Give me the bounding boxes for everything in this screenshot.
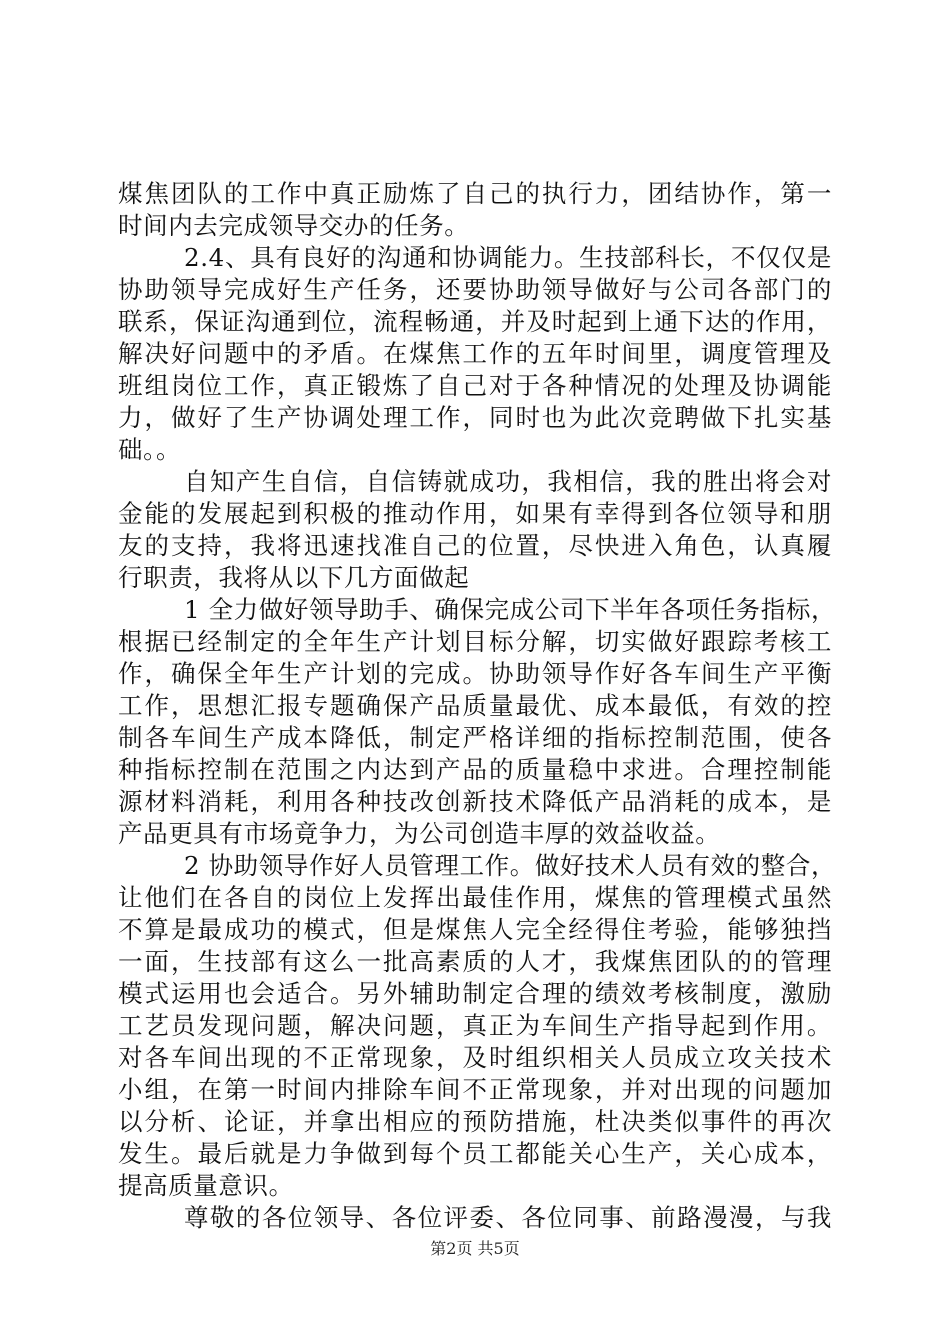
paragraph-line: 2 协助领导作好人员管理工作。做好技术人员有效的整合， (184, 851, 837, 880)
paragraph-line: 尊敬的各位领导、各位评委、各位同事、前路漫漫，与我 (184, 1203, 832, 1232)
paragraph-line: 友的支持，我将迅速找准自己的位置，尽快进入角色，认真履 (118, 531, 832, 560)
paragraph-line: 联系，保证沟通到位，流程畅通，并及时起到上通下达的作用， (118, 307, 832, 336)
paragraph-line: 根据已经制定的全年生产计划目标分解，切实做好跟踪考核工 (118, 627, 832, 656)
paragraph-line: 金能的发展起到积极的推动作用，如果有幸得到各位领导和朋 (118, 499, 832, 528)
paragraph-line: 提高质量意识。 (118, 1171, 294, 1200)
paragraph-line: 作，确保全年生产计划的完成。协助领导作好各车间生产平衡 (118, 659, 832, 688)
paragraph-line: 让他们在各自的岗位上发挥出最佳作用，煤焦的管理模式虽然 (118, 883, 832, 912)
paragraph-line: 不算是最成功的模式，但是煤焦人完全经得住考验，能够独挡 (118, 915, 832, 944)
paragraph-line: 工作，思想汇报专题确保产品质量最优、成本最低，有效的控 (118, 691, 832, 720)
paragraph-line: 一面，生技部有这么一批高素质的人才，我煤焦团队的的管理 (118, 947, 832, 976)
paragraph-line: 时间内去完成领导交办的任务。 (118, 211, 470, 240)
paragraph-line: 煤焦团队的工作中真正励炼了自己的执行力，团结协作，第一 (118, 179, 832, 208)
paragraph-line: 小组，在第一时间内排除车间不正常现象，并对出现的问题加 (118, 1075, 832, 1104)
paragraph-line: 力，做好了生产协调处理工作，同时也为此次竞聘做下扎实基 (118, 403, 832, 432)
document-body (118, 178, 837, 1234)
paragraph-line: 种指标控制在范围之内达到产品的质量稳中求进。合理控制能 (118, 755, 832, 784)
page-number-footer: 第2页 共5页 (430, 1239, 520, 1258)
paragraph-line: 协助领导完成好生产任务，还要协助领导做好与公司各部门的 (118, 275, 832, 304)
paragraph-line: 发生。最后就是力争做到每个员工都能关心生产，关心成本， (118, 1139, 832, 1168)
paragraph-line: 模式运用也会适合。另外辅助制定合理的绩效考核制度，激励 (118, 979, 832, 1008)
paragraph-line: 以分析、论证，并拿出相应的预防措施，杜决类似事件的再次 (118, 1107, 832, 1136)
paragraph-line: 工艺员发现问题，解决问题，真正为车间生产指导起到作用。 (118, 1011, 832, 1040)
paragraph-line: 产品更具有市场竟争力，为公司创造丰厚的效益收益。 (118, 819, 721, 848)
paragraph-line: 解决好问题中的矛盾。在煤焦工作的五年时间里，调度管理及 (118, 339, 832, 368)
paragraph-line: 对各车间出现的不正常现象，及时组织相关人员成立攻关技术 (118, 1043, 832, 1072)
paragraph-line: 源材料消耗，利用各种技改创新技术降低产品消耗的成本，是 (118, 787, 832, 816)
paragraph-line: 班组岗位工作，真正锻炼了自己对于各种情况的处理及协调能 (118, 371, 832, 400)
paragraph-line: 2.4、具有良好的沟通和协调能力。生技部科长，不仅仅是 (184, 243, 832, 272)
paragraph-line: 1 全力做好领导助手、确保完成公司下半年各项任务指标， (184, 595, 837, 624)
paragraph-line: 行职责，我将从以下几方面做起 (118, 563, 470, 592)
paragraph-line: 自知产生自信，自信铸就成功，我相信，我的胜出将会对 (184, 467, 832, 496)
paragraph-line: 础。。 (118, 435, 182, 464)
paragraph-line: 制各车间生产成本降低，制定严格详细的指标控制范围，使各 (118, 723, 832, 752)
